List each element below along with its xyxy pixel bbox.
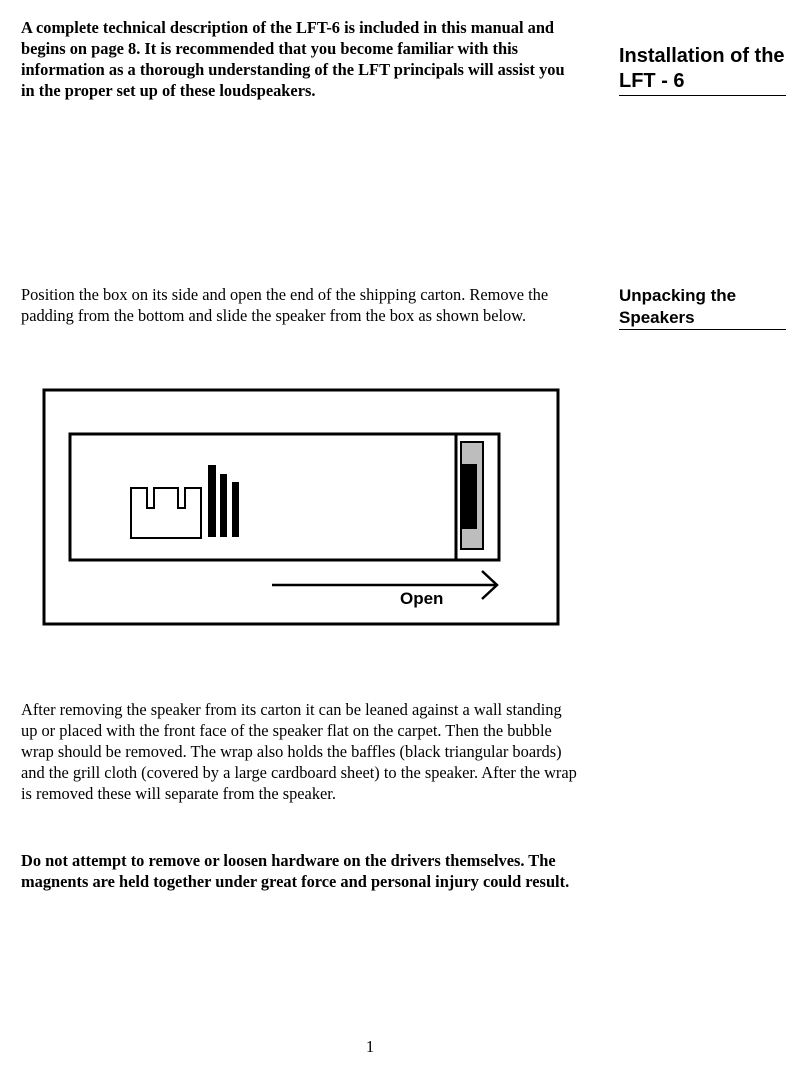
unpacking-diagram (0, 385, 808, 630)
end-board (461, 464, 477, 529)
driver-bar-tall (208, 465, 216, 537)
intro-paragraph: A complete technical description of the LFT-6 is included in this manual and begins on page 8. It is recommended that you become familiar with this information as a thorough understanding of the LFT principals will assist you in the proper set up of these loudspeakers. (21, 18, 565, 100)
after-removal-paragraph: After removing the speaker from its carton it can be leaned against a wall standing up or placed with the front face of the speaker flat on the carpet. Then the bubble wrap should be removed. The wrap also holds the baffles (black triangular boards) and the grill cloth (covered by a large cardboard sheet) to the speaker. After the wrap is removed these will separate from the speaker. (21, 700, 577, 803)
unpacking-paragraph: Position the box on its side and open the end of the shipping carton. Remove the padding from the bottom and slide the speaker from the box as shown below. (21, 285, 549, 325)
page-number: 1 (365, 1037, 375, 1056)
speaker-body (70, 434, 456, 560)
driver-bar-short (232, 482, 239, 537)
section-heading-installation: Installation of the LFT - 6 (619, 44, 786, 96)
warning-paragraph: Do not attempt to remove or loosen hardware on the drivers themselves. The magnents are held together under great force and personal injury could result. (21, 851, 570, 891)
open-arrow-label: Open (400, 589, 444, 608)
section-heading-unpacking: Unpacking the Speakers (619, 285, 786, 330)
driver-outline-icon (131, 488, 201, 538)
driver-bar-middle (220, 474, 227, 537)
